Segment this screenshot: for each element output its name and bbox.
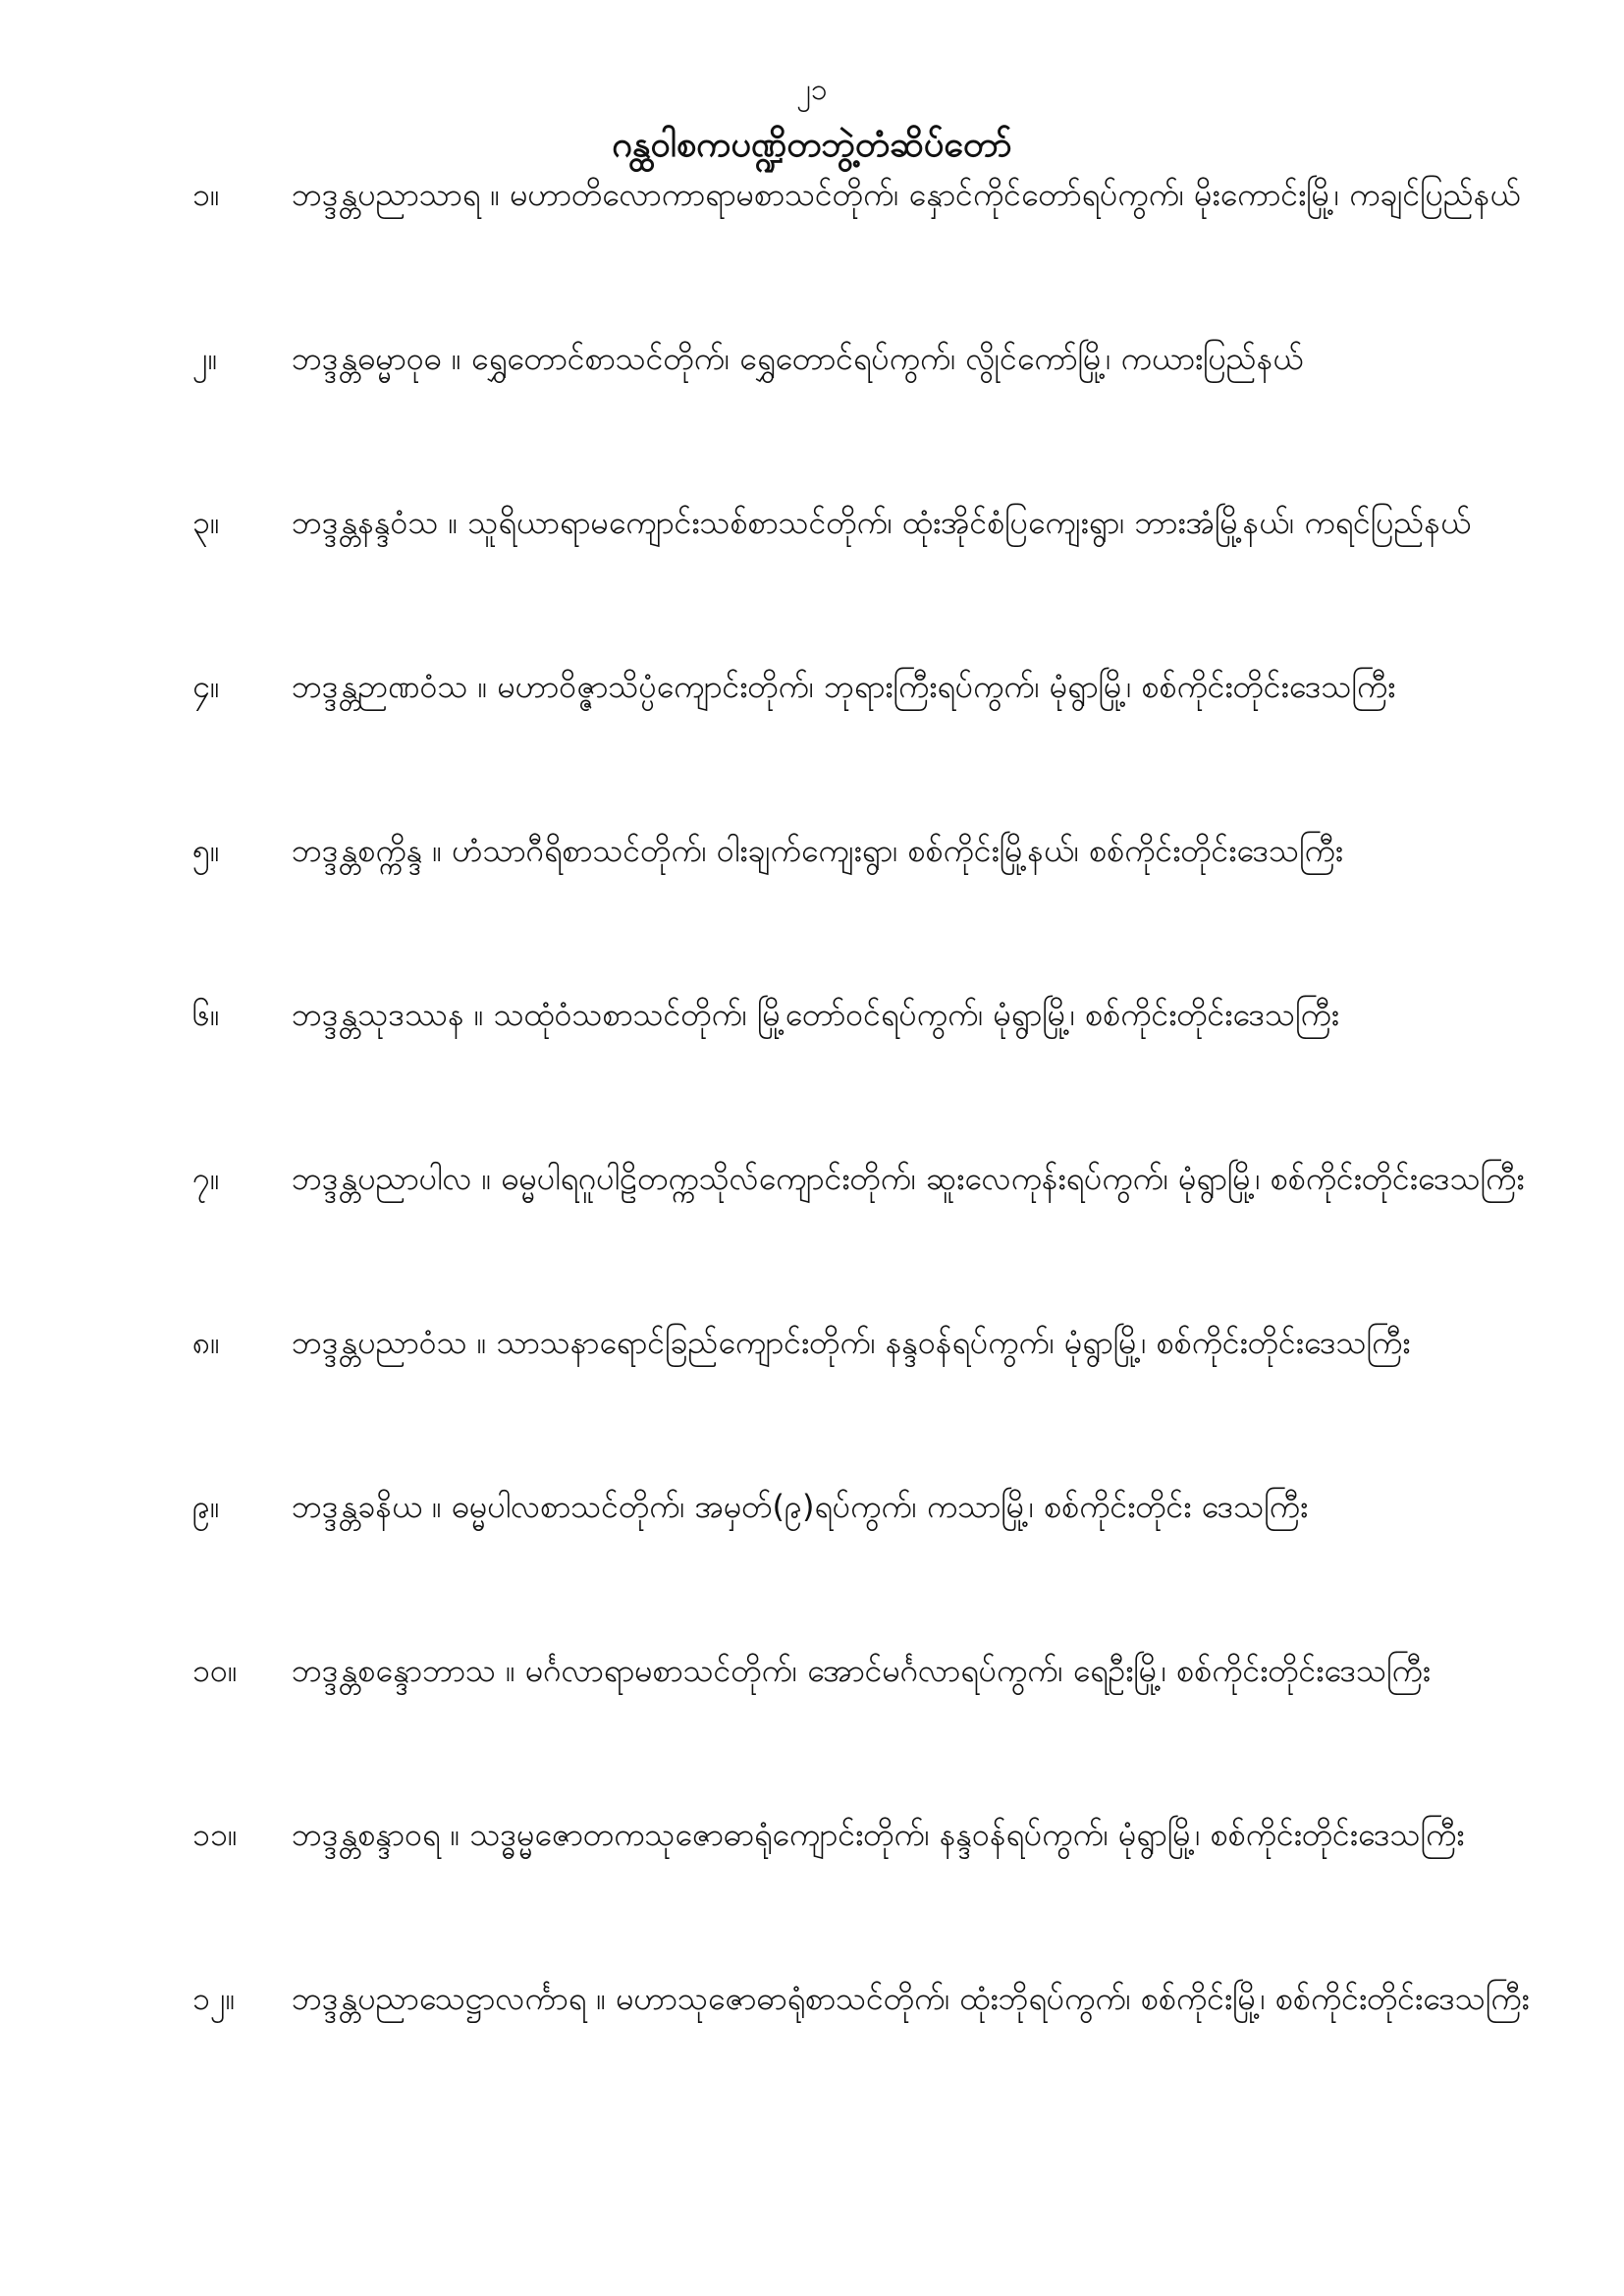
entry-number: ၁၂။	[192, 1980, 236, 2017]
list-item	[0, 1465, 1624, 1629]
list-item	[0, 481, 1624, 645]
entry-number: ၁၁။	[192, 1816, 238, 1853]
entry-number: ၁၀။	[192, 1652, 238, 1689]
recipient-list	[0, 153, 1624, 2121]
entry-number: ၃။	[192, 504, 220, 541]
entry-number: ၉။	[192, 1488, 220, 1525]
list-item	[0, 645, 1624, 809]
page-number: ၂၁	[796, 73, 828, 107]
list-item	[0, 153, 1624, 317]
list-item	[0, 1957, 1624, 2121]
entry-number: ၆။	[192, 996, 220, 1033]
entry-text: ဘဒ္ဒန္တစန္ဒာဝရ ။ သဒ္ဓမ္မဇောတကသုဇောဓာရုံကျောင်းတိုက်၊ နန္ဒဝန်ရပ်ကွက်၊ မုံရွာမြို့၊ စစ်ကိုင်းတိုင်းဒေသကြီး	[292, 1816, 1465, 1853]
list-item	[0, 1301, 1624, 1465]
entry-text: ဘဒ္ဒန္တစက္ကိန္ဒ ။ ဟံသာဂီရိစာသင်တိုက်၊ ဝါးချက်ကျေးရွာ၊ စစ်ကိုင်းမြို့နယ်၊ စစ်ကိုင်းတိုင်းဒေသကြီး	[292, 832, 1343, 869]
entry-text: ဘဒ္ဒန္တစန္ဒောဘာသ ။ မင်္ဂလာရာမစာသင်တိုက်၊ အောင်မင်္ဂလာရပ်ကွက်၊ ရေဦးမြို့၊ စစ်ကိုင်းတိုင်းဒေသကြီး	[292, 1652, 1431, 1689]
entry-number: ၈။	[192, 1324, 220, 1361]
entry-number: ၅။	[192, 832, 220, 869]
entry-number: ၂။	[192, 340, 218, 377]
entry-text: ဘဒ္ဒန္တခနိယ ။ ဓမ္မပါလစာသင်တိုက်၊ အမှတ်(၉)ရပ်ကွက်၊ ကသာမြို့၊ စစ်ကိုင်းတိုင်း ဒေသကြီး	[292, 1488, 1309, 1525]
list-item	[0, 317, 1624, 481]
entry-number: ၄။	[192, 668, 220, 705]
entry-text: ဘဒ္ဒန္တသုဒဿန ။ သထုံဝံသစာသင်တိုက်၊ မြို့တော်ဝင်ရပ်ကွက်၊ မုံရွာမြို့၊ စစ်ကိုင်းတိုင်းဒေသကြီး	[292, 996, 1339, 1033]
list-item	[0, 1793, 1624, 1957]
entry-text: ဘဒ္ဒန္တပညာဝံသ ။ သာသနာရောင်ခြည်ကျောင်းတိုက်၊ နန္ဒဝန်ရပ်ကွက်၊ မုံရွာမြို့၊ စစ်ကိုင်းတိုင်းဒေသကြီး	[292, 1324, 1411, 1361]
entry-text: ဘဒ္ဒန္တနန္ဒဝံသ ။ သူရိယာရာမကျောင်းသစ်စာသင်တိုက်၊ ထုံးအိုင်စံပြကျေးရွာ၊ ဘားအံမြို့နယ်၊ ကရင်ပြည်နယ်	[292, 504, 1472, 541]
entry-text: ဘဒ္ဒန္တဉာဏဝံသ ။ မဟာဝိဇ္ဇာသိပ္ပံကျောင်းတိုက်၊ ဘုရားကြီးရပ်ကွက်၊ မုံရွာမြို့၊ စစ်ကိုင်းတိုင်းဒေသကြီး	[292, 668, 1396, 705]
list-item	[0, 809, 1624, 973]
list-item	[0, 1137, 1624, 1301]
entry-text: ဘဒ္ဒန္တပညာပါလ ။ ဓမ္မပါရဂူပါဠိတက္ကသိုလ်ကျောင်းတိုက်၊ ဆူးလေကုန်းရပ်ကွက်၊ မုံရွာမြို့၊ စစ်ကိုင်းတိုင်းဒေသကြီး	[292, 1160, 1525, 1197]
entry-text: ဘဒ္ဒန္တပညာသေဋ္ဌာလင်္ကာရ ။ မဟာသုဇောဓာရုံစာသင်တိုက်၊ ထုံးဘိုရပ်ကွက်၊ စစ်ကိုင်းမြို့၊ စစ်ကိုင်းတိုင်းဒေသကြီး	[292, 1980, 1530, 2017]
list-item	[0, 1629, 1624, 1793]
entry-text: ဘဒ္ဒန္တဓမ္မာဝုဓ ။ ရွှေတောင်စာသင်တိုက်၊ ရွှေတောင်ရပ်ကွက်၊ လွိုင်ကော်မြို့၊ ကယားပြည်နယ်	[292, 340, 1304, 377]
entry-number: ၇။	[192, 1160, 220, 1197]
page-title: ဂန္ထဝါစကပဏ္ဍိတဘွဲ့တံဆိပ်တော်	[612, 125, 1012, 165]
list-item	[0, 973, 1624, 1137]
entry-number: ၁။	[192, 176, 220, 213]
entry-text: ဘဒ္ဒန္တပညာသာရ ။ မဟာတိလောကာရာမစာသင်တိုက်၊ နှောင်ကိုင်တော်ရပ်ကွက်၊ မိုးကောင်းမြို့၊ ကချင်ပြည်နယ်	[292, 176, 1521, 213]
